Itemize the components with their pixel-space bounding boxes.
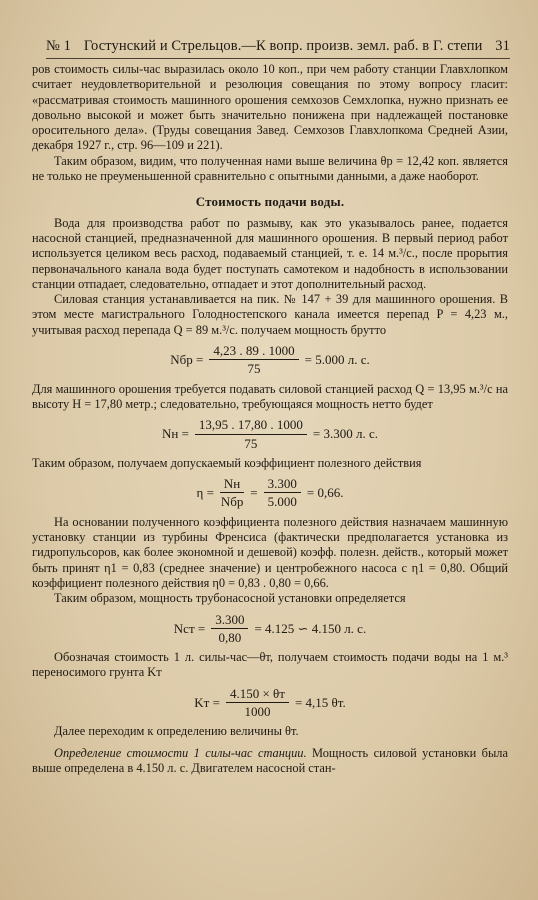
formula-station-power bbox=[32, 612, 508, 646]
paragraph-pump-power: Таким образом, мощность трубонасосной установки определяется bbox=[54, 591, 406, 606]
formula-lhs: Kт = bbox=[194, 694, 220, 710]
running-title: Гостунский и Стрельцов.—К вопр. произв. земл. раб. в Г. степи bbox=[83, 38, 483, 54]
numerator: 3.300 bbox=[264, 476, 301, 493]
paragraph-efficiency-intro: Таким образом, получаем допускаемый коэффициент полезного действия bbox=[32, 455, 422, 470]
denominator: 0,80 bbox=[218, 629, 242, 645]
formula-lhs: η = bbox=[196, 485, 214, 501]
paragraph-power-station: Силовая станция устанавливается на пик. № 147 + 39 для машинного орошения. В этом месте магистрального Голодностепского канала имеется перепад P = 4,23 м., учитывая расход перепада Q = 89 м.³/с. получаем мощность брутто bbox=[32, 292, 508, 337]
denominator: 75 bbox=[244, 435, 258, 451]
formula-rhs: = 4.125 ∽ 4.150 л. с. bbox=[254, 620, 367, 636]
fraction bbox=[195, 417, 307, 451]
fraction bbox=[264, 476, 301, 510]
paragraph-water-supply: Вода для производства работ по размыву, как это указывалось ранее, подается насосной станцией, предназначенной для машинного орошения. В первый период работ используется целиком весь расход, подаваемый станцией, т. е. 14 м.³/с., после прорытия первоначального канала вода будет поступать самотеком и надобность в использовании станции отпадает, следовательно, отпадает и этот дополнительный расход. bbox=[32, 215, 508, 291]
formula-water-cost bbox=[32, 686, 508, 720]
issue-number: № 1 bbox=[46, 38, 72, 54]
paragraph-net-power: Для машинного орошения требуется подавать силовой станцией расход Q = 13,95 м.³/с на высоту H = 17,80 метр.; следовательно, требующаяся мощность нетто будет bbox=[32, 381, 508, 411]
fraction bbox=[220, 476, 244, 510]
formula-lhs: Nбр = bbox=[170, 352, 204, 368]
running-header bbox=[46, 38, 510, 59]
paragraph-hourly-cost bbox=[32, 746, 508, 777]
paragraph-turbine: На основании полученного коэффициента полезного действия назначаем машинную установку станции из турбины Френсиса (фактически предполагается установка из гидропульсоров, как более экономной и дешевой) коэфф. полезн. действ., который может быть принят η1 = 0,83 (среднее значение) и центробежного насоса с η1 = 0,80. Общий коэффициент полезного действия η0 = 0,83 . 0,80 = 0,66. bbox=[32, 514, 508, 590]
formula-rhs: = 5.000 л. с. bbox=[304, 352, 370, 368]
formula-lhs: Nн = bbox=[161, 426, 189, 442]
denominator: Nбр bbox=[220, 494, 244, 510]
paragraph-conclusion: Таким образом, видим, что полученная нами выше величина θр = 12,42 коп. является не только не преуменьшенной сравнительно с опытными данными, а даже наоборот. bbox=[32, 153, 508, 184]
denominator: 1000 bbox=[244, 703, 271, 719]
page-number: 31 bbox=[495, 38, 510, 54]
numerator: 4,23 . 89 . 1000 bbox=[209, 343, 298, 360]
formula-lhs: Nст = bbox=[173, 620, 206, 636]
numerator: Nн bbox=[220, 476, 244, 493]
paragraph-cost-notation: Обозначая стоимость 1 л. силы-час—θт, получаем стоимость подачи воды на 1 м.³ переносимого грунта Kт bbox=[32, 650, 508, 680]
denominator: 75 bbox=[247, 361, 261, 377]
numerator: 3.300 bbox=[211, 612, 248, 629]
paragraph-continuation: ров стоимость силы-час выразилась около 10 коп., при чем работу станции Главхлопком считает неудовлетворительной и резолюция совещания по этому вопросу гласит: «рассматривая стоимость машинного орошения семхозов Семхлопка, нужно признать ее довольно высокой и может быть значительно понижена при надлежащей постановке оросительного дела». (Труды совещания Завед. Семхозов Главхлопкома Средней Азии, декабря 1927 г., стр. 96—109 и 221). bbox=[32, 62, 508, 153]
fraction bbox=[226, 686, 289, 720]
numerator: 13,95 . 17,80 . 1000 bbox=[195, 417, 307, 434]
formula-rhs: = 3.300 л. с. bbox=[312, 426, 379, 442]
numerator: 4.150 × θт bbox=[226, 686, 289, 703]
section-title: Стоимость подачи воды. bbox=[195, 194, 345, 210]
denominator: 5.000 bbox=[267, 494, 297, 510]
italic-subheading: Определение стоимости 1 силы-час станции. bbox=[54, 745, 307, 760]
formula-rhs: = 4,15 θт. bbox=[294, 694, 346, 710]
formula-rhs: = 0,66. bbox=[306, 485, 344, 501]
paragraph-text: Мощность силовой установки была выше определена в 4.150 л. с. Двигателем насосной стан- bbox=[32, 745, 508, 775]
formula-gross-power bbox=[32, 343, 508, 377]
page-body bbox=[32, 62, 508, 776]
paragraph-next-step: Далее переходим к определению величины θт. bbox=[54, 724, 299, 739]
formula-efficiency bbox=[32, 476, 508, 510]
equals-sign: = bbox=[250, 485, 258, 501]
formula-net-power bbox=[32, 417, 508, 451]
fraction bbox=[211, 612, 248, 646]
fraction bbox=[209, 343, 298, 377]
